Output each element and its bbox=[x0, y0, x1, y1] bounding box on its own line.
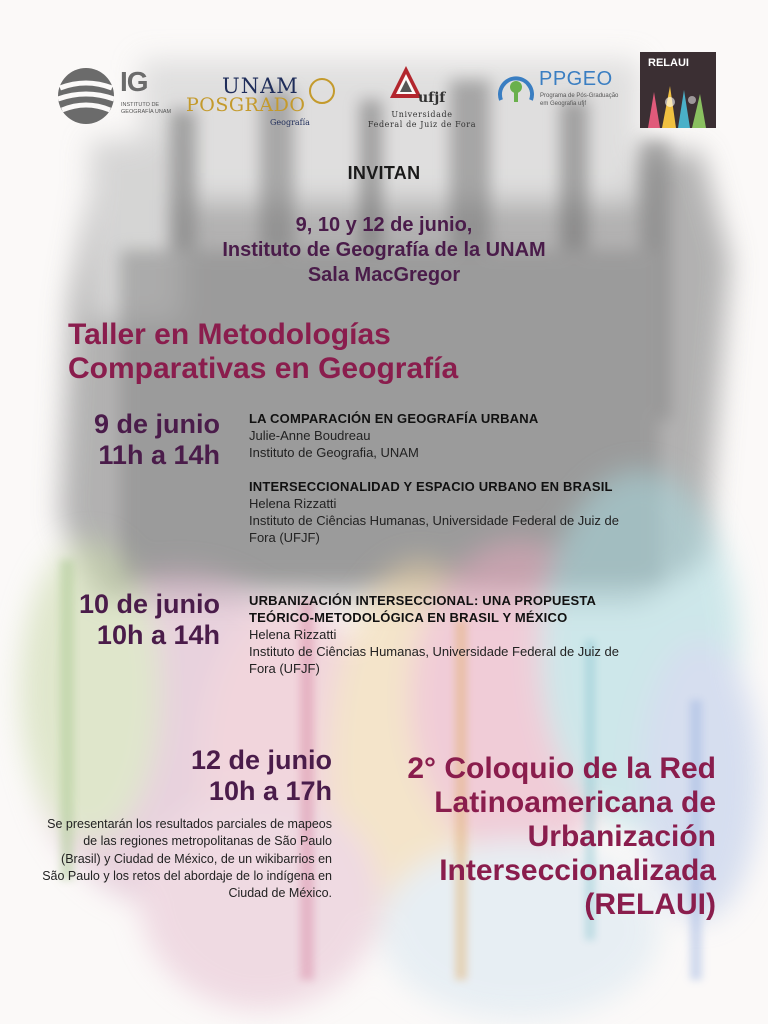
day3-description: Se presentarán los resultados parciales de mapeos de las regiones metropolitanas de São Paulo (Brasil) y Ciudad de México, de un wikibarrios en São Paulo y los retos del abordaje de lo indígena en Ciudad de México. bbox=[42, 817, 332, 901]
talk-title: INTERSECCIONALIDAD Y ESPACIO URBANO EN BRASIL bbox=[249, 479, 613, 494]
ufjf-subtitle-line-2: Federal de Juiz de Fora bbox=[367, 120, 477, 129]
globe-icon bbox=[56, 66, 116, 126]
colloquium-title-line-5: (RELAUI) bbox=[584, 888, 716, 921]
dates-line: 9, 10 y 12 de junio, bbox=[295, 214, 473, 236]
day3-date: 12 de junio bbox=[190, 745, 332, 775]
talk-affiliation: Instituto de Ciências Humanas, Universidade Federal de Juiz de Fora (UFJF) bbox=[249, 513, 619, 545]
ig-logo bbox=[56, 66, 174, 126]
ig-logo-text: IG bbox=[120, 66, 148, 97]
ppgeo-logo bbox=[497, 68, 627, 118]
day3-schedule bbox=[191, 745, 332, 807]
ufjf-logo-text: ufjf bbox=[418, 90, 446, 106]
talk-item bbox=[249, 410, 619, 461]
unam-logo-text: UNAM bbox=[222, 74, 299, 98]
day3-time: 10h a 17h bbox=[208, 776, 332, 806]
workshop-title-line-2: Comparativas en Geografía bbox=[68, 352, 459, 385]
ppgeo-emblem-icon bbox=[497, 70, 535, 104]
colloquium-title bbox=[407, 752, 716, 922]
talk-affiliation: Instituto de Ciências Humanas, Universidade Federal de Juiz de Fora (UFJF) bbox=[249, 644, 619, 676]
relaui-logo bbox=[640, 52, 716, 128]
geografia-logo-text: Geografía bbox=[270, 118, 310, 127]
talk-item bbox=[249, 592, 619, 677]
day1-schedule bbox=[94, 409, 220, 471]
institute-line: Instituto de Geografía de la UNAM bbox=[222, 239, 546, 261]
colloquium-title-line-2: Latinoamericana de bbox=[434, 786, 716, 819]
colloquium-title-line-1: 2° Coloquio de la Red bbox=[407, 752, 716, 785]
relaui-logo-text: RELAUI bbox=[648, 57, 689, 69]
unam-seal-icon bbox=[309, 78, 335, 104]
day2-date: 10 de junio bbox=[78, 589, 220, 619]
invitan-heading: INVITAN bbox=[347, 163, 421, 183]
talk-affiliation: Instituto de Geografia, UNAM bbox=[249, 445, 419, 460]
room-line: Sala MacGregor bbox=[307, 264, 461, 286]
logo-bar bbox=[0, 52, 768, 132]
ig-logo-subtitle: INSTITUTO DE GEOGRAFÍA UNAM bbox=[121, 102, 172, 115]
ufjf-subtitle-line-1: Universidade bbox=[391, 110, 453, 119]
talk-speaker: Helena Rizzatti bbox=[249, 627, 337, 642]
posgrado-logo-text: POSGRADO bbox=[186, 94, 306, 116]
talk-title: URBANIZACIÓN INTERSECCIONAL: UNA PROPUESTA TEÓRICO-METODOLÓGICA EN BRASIL Y MÉXICO bbox=[249, 593, 596, 625]
workshop-title bbox=[68, 318, 458, 386]
ppgeo-logo-subtitle: Programa de Pós-Graduação em Geografia ufjf bbox=[540, 93, 619, 107]
workshop-title-line-1: Taller en Metodologías bbox=[68, 318, 391, 351]
talk-title: LA COMPARACIÓN EN GEOGRAFÍA URBANA bbox=[249, 411, 539, 426]
event-dates-venue bbox=[0, 213, 768, 288]
ppgeo-logo-text: PPGEO bbox=[539, 68, 613, 90]
day1-date: 9 de junio bbox=[93, 409, 220, 439]
ufjf-logo-subtitle bbox=[362, 110, 482, 130]
day1-time: 11h a 14h bbox=[98, 440, 220, 470]
talk-speaker: Julie-Anne Boudreau bbox=[249, 428, 371, 443]
talk-item bbox=[249, 478, 619, 546]
colloquium-title-line-3: Urbanización bbox=[527, 820, 716, 853]
colloquium-title-line-4: Interseccionalizada bbox=[439, 854, 716, 887]
ufjf-logo bbox=[362, 64, 482, 134]
day2-time: 10h a 14h bbox=[96, 620, 220, 650]
day2-schedule bbox=[79, 589, 220, 651]
talk-speaker: Helena Rizzatti bbox=[249, 496, 337, 511]
unam-posgrado-logo bbox=[186, 74, 348, 130]
